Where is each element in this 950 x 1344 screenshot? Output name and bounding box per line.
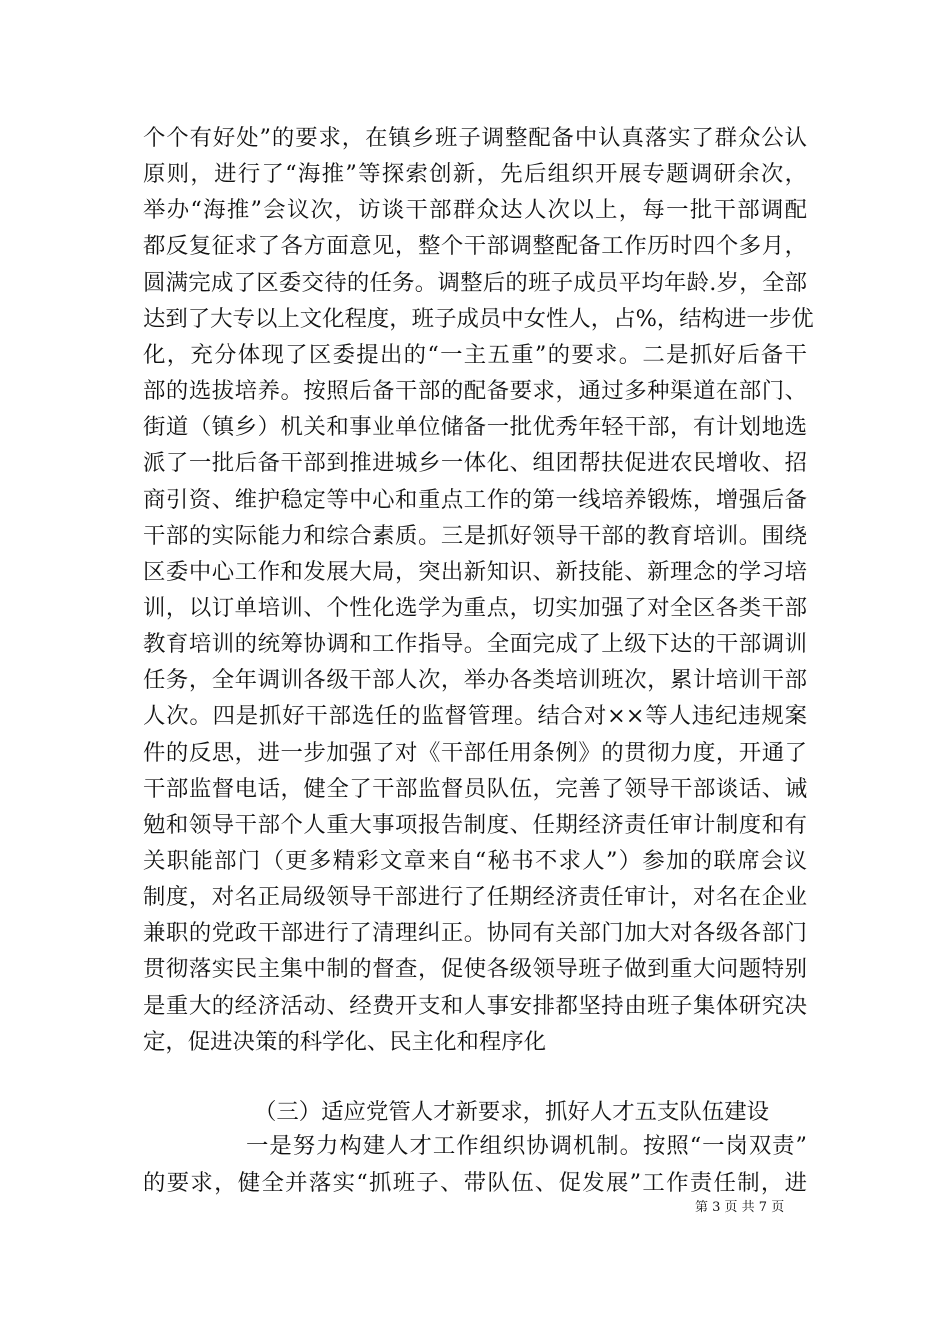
text-line: 街道（镇乡）机关和事业单位储备一批优秀年轻干部，有计划地选 xyxy=(143,414,807,441)
text-line: 原则，进行了“海推”等探索创新，先后组织开展专题调研余次， xyxy=(143,161,807,188)
paragraph-second-line: 的要求，健全并落实“抓班子、带队伍、促发展”工作责任制，进 xyxy=(143,1170,807,1196)
text-line: 派了一批后备干部到推进城乡一体化、组团帮扶促进农民增收、招 xyxy=(143,450,807,477)
text-line: 件的反思，进一步加强了对《干部任用条例》的贯彻力度，开通了 xyxy=(143,739,807,766)
text-line: 化，充分体现了区委提出的“一主五重”的要求。二是抓好后备干 xyxy=(143,341,807,368)
paragraph-first-line: 一是努力构建人才工作组织协调机制。按照“一岗双责” xyxy=(246,1133,807,1159)
text-line: 举办“海推”会议次，访谈干部群众达人次以上，每一批干部调配 xyxy=(143,197,807,224)
text-line: 干部的实际能力和综合素质。三是抓好领导干部的教育培训。围绕 xyxy=(143,522,807,549)
section-heading: （三）适应党管人才新要求，抓好人才五支队伍建设 xyxy=(254,1099,769,1125)
text-line: 训，以订单培训、个性化选学为重点，切实加强了对全区各类干部 xyxy=(143,594,807,621)
text-line: 圆满完成了区委交待的任务。调整后的班子成员平均年龄.岁，全部 xyxy=(143,269,807,296)
text-line: 达到了大专以上文化程度，班子成员中女性人，占%，结构进一步优 xyxy=(143,305,814,332)
text-line: 贯彻落实民主集中制的督查，促使各级领导班子做到重大问题特别 xyxy=(143,956,807,983)
text-line: 干部监督电话，健全了干部监督员队伍，完善了领导干部谈话、诫 xyxy=(143,775,807,802)
text-line: 部的选拔培养。按照后备干部的配备要求，通过多种渠道在部门、 xyxy=(143,378,807,405)
text-line: 商引资、维护稳定等中心和重点工作的第一线培养锻炼，增强后备 xyxy=(143,486,807,513)
text-line: 定，促进决策的科学化、民主化和程序化 xyxy=(143,1028,547,1055)
text-line: 任务，全年调训各级干部人次，举办各类培训班次，累计培训干部 xyxy=(143,667,807,694)
text-line: 制度，对名正局级领导干部进行了任期经济责任审计，对名在企业 xyxy=(143,884,807,911)
text-line: 区委中心工作和发展大局，突出新知识、新技能、新理念的学习培 xyxy=(143,558,807,585)
text-line: 教育培训的统筹协调和工作指导。全面完成了上级下达的干部调训 xyxy=(143,631,807,658)
text-line: 勉和领导干部个人重大事项报告制度、任期经济责任审计制度和有 xyxy=(143,811,807,838)
text-line: 个个有好处”的要求，在镇乡班子调整配备中认真落实了群众公认 xyxy=(143,125,807,151)
text-line: 都反复征求了各方面意见，整个干部调整配备工作历时四个多月， xyxy=(143,233,807,260)
text-line: 人次。四是抓好干部选任的监督管理。结合对××等人违纪违规案 xyxy=(143,703,807,730)
text-line: 是重大的经济活动、经费开支和人事安排都坚持由班子集体研究决 xyxy=(143,992,807,1019)
text-line: 关职能部门（更多精彩文章来自“秘书不求人”）参加的联席会议 xyxy=(143,848,807,874)
text-line: 兼职的党政干部进行了清理纠正。协同有关部门加大对各级各部门 xyxy=(143,920,807,947)
page-number: 第 3 页 共 7 页 xyxy=(695,1200,785,1215)
